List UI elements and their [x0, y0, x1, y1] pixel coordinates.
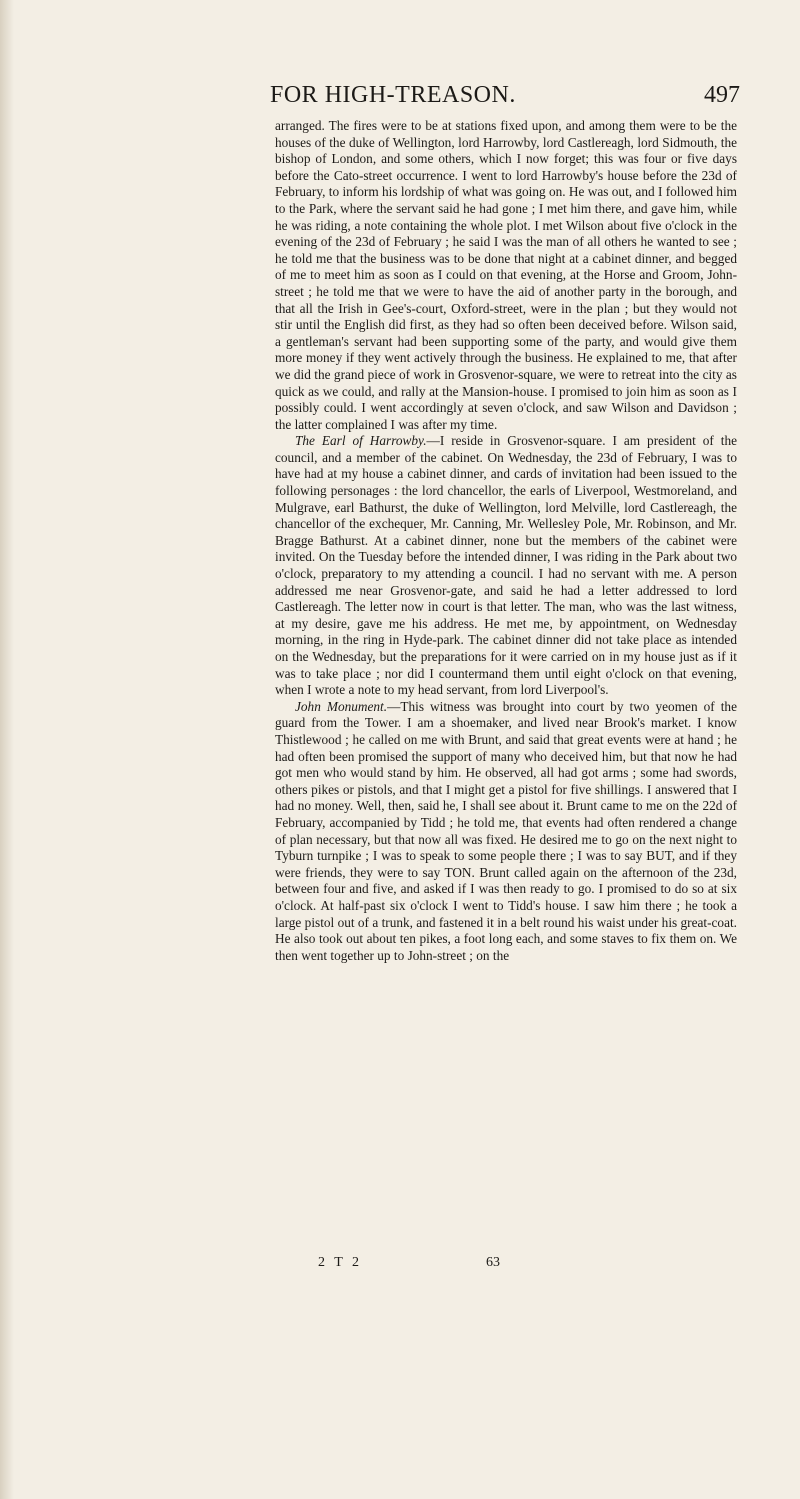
page-footer — [318, 1255, 518, 1275]
paragraph-continuation — [275, 118, 737, 433]
paragraph-text: arranged. The fires were to be at stations fixed upon, and among them were to be the houses of the duke of Wellington, lord Harrowby, lord Castlereagh, lord Sidmouth, the bishop of London, and some others, which I now forget; this was four or five days before the Cato-street occurrence. I went to lord Harrowby's house before the 23d of February, to inform his lordship of what was going on. He was out, and I followed him to the Park, where the servant said he had gone ; I met him there, and gave him, while he was riding, a note containing the whole plot. I met Wilson about five o'clock in the evening of the 23d of February ; he said I was the man of all others he wanted to see ; he told me that the business was to be done that night at a cabinet dinner, and begged of me to meet him as soon as I could on that evening, at the Horse and Groom, John-street ; he told me that we were to have the aid of another party in the borough, and that all the Irish in Gee's-court, Oxford-street, were in the plan ; but they would not stir until the English did first, as they had so often been deceived before. Wilson said, a gentleman's servant had been supporting some of the party, and would give them more money if they went actively through the business. He explained to me, that after we did the grand piece of work in Grosvenor-square, we were to retreat into the city as quick as we could, and rally at the Mansion-house. I promised to join him as soon as I possibly could. I went accordingly at seven o'clock, and saw Wilson and Davidson ; the latter complained I was after my time. — [275, 118, 737, 432]
signature-mark: 2 T 2 — [318, 1255, 363, 1270]
page-number: 497 — [704, 82, 740, 108]
gutter-shadow — [0, 0, 14, 1499]
folio-number: 63 — [486, 1255, 500, 1270]
paragraph-text: —I reside in Grosvenor-square. I am president of the council, and a member of the cabinet. On Wednesday, the 23d of February, I was to have had at my house a cabinet dinner, and cards of invitation had been issued to the following personages : the lord chancellor, the earls of Liverpool, Westmoreland, and Mulgrave, earl Bathurst, the duke of Wellington, lord Melville, lord Castlereagh, the chancellor of the exchequer, Mr. Canning, Mr. Wellesley Pole, Mr. Robinson, and Mr. Bragge Bathurst. At a cabinet dinner, none but the members of the cabinet were invited. On the Tuesday before the intended dinner, I was riding in the Park about two o'clock, preparatory to my attending a council. I had no servant with me. A person addressed me near Grosvenor-gate, and said he had a letter addressed to lord Castlereagh. The letter now in court is that letter. The man, who was the last witness, at my desire, gave me his address. He met me, by appointment, on Wednesday morning, in the ring in Hyde-park. The cabinet dinner did not take place as intended on the Wednesday, but the preparations for it were carried on in my house just as if it was to take place ; nor did I countermand them until eight o'clock on that evening, when I wrote a note to my head servant, from lord Liverpool's. — [275, 433, 737, 698]
paragraph-text: —This witness was brought into court by two yeomen of the guard from the Tower. I am a shoemaker, and lived near Brook's market. I know Thistlewood ; he called on me with Brunt, and said that great events were at hand ; he had often been promised the support of many who deceived him, but that now he had got men who would stand by him. He observed, all had got arms ; some had swords, others pikes or pistols, and that I might get a pistol for five shillings. I answered that I had no money. Well, then, said he, I shall see about it. Brunt came to me on the 22d of February, accompanied by Tidd ; he told me, that events had often rendered a change of plan necessary, but that now all was fixed. He desired me to go on the next night to Tyburn turnpike ; I was to speak to some people there ; I was to say BUT, and if they were friends, they were to say TON. Brunt called again on the afternoon of the 23d, between four and five, and asked if I was then ready to go. I promised to do so at six o'clock. At half-past six o'clock I went to Tidd's house. I saw him there ; he took a large pistol out of a trunk, and fastened it in a belt round his waist under his great-coat. He also took out about ten pikes, a foot long each, and some staves to fix them on. We then went together up to John-street ; on the — [275, 698, 737, 963]
page-header — [270, 82, 740, 112]
speaker-name: The Earl of Harrowby. — [295, 433, 427, 449]
paragraph-monument — [275, 699, 737, 965]
speaker-name: John Monument. — [295, 698, 388, 714]
body-text — [275, 118, 737, 964]
running-head: FOR HIGH-TREASON. — [270, 82, 516, 108]
paragraph-harrowby — [275, 433, 737, 699]
